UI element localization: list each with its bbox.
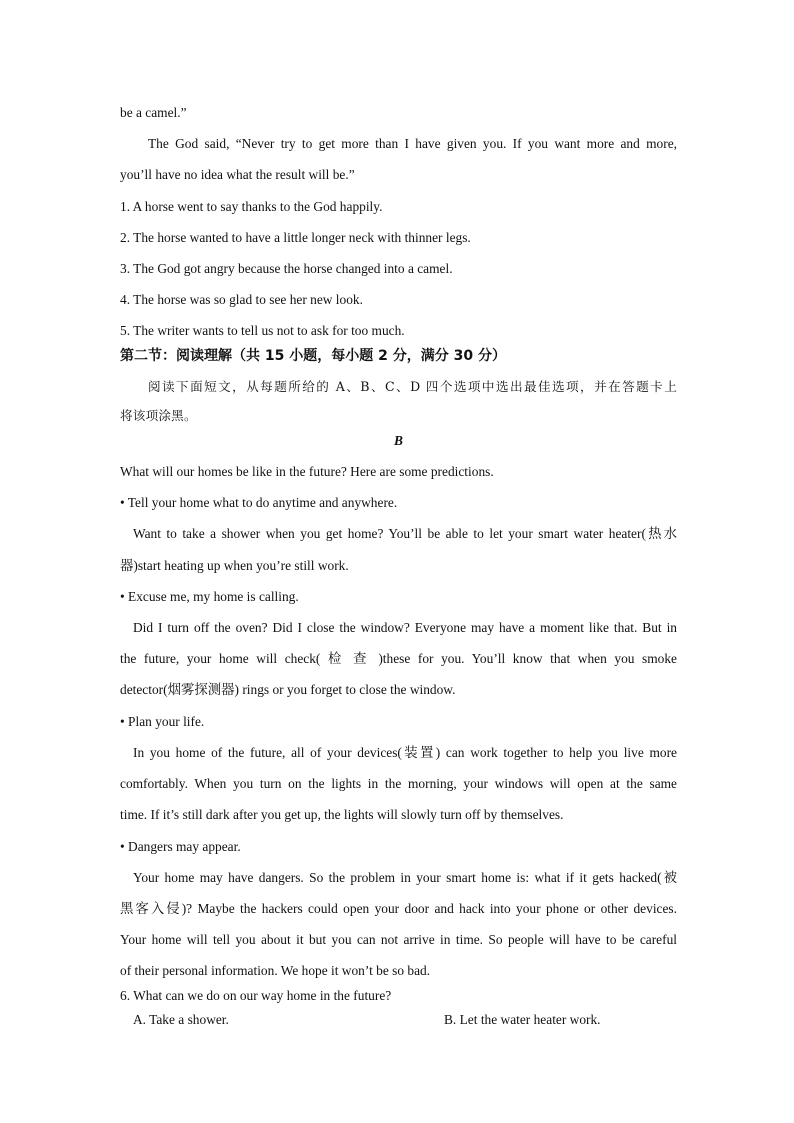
story-end-line: be a camel.” — [120, 105, 187, 120]
statement-1: 1. A horse went to say thanks to the God happily. — [120, 199, 383, 214]
paragraph-1-line-1: Want to take a shower when you get home? You’ll be able to let your smart water heater(热水 — [133, 526, 677, 541]
statement-4: 4. The horse was so glad to see her new look. — [120, 292, 363, 307]
god-quote-line-1: The God said, “Never try to get more than I have given you. If you want more and more, — [148, 136, 677, 151]
paragraph-3-line-3: time. If it’s still dark after you get up, the lights will slowly turn off by themselves. — [120, 807, 564, 822]
paragraph-3-line-2: comfortably. When you turn on the lights in the morning, your windows will open at the same — [120, 776, 677, 791]
instruction-line-1: 阅读下面短文，从每题所给的 A、B、C、D 四个选项中选出最佳选项，并在答题卡上 — [148, 379, 677, 394]
paragraph-1-line-2: 器)start heating up when you’re still work. — [120, 558, 349, 573]
paragraph-4-line-4: of their personal information. We hope it won’t be so bad. — [120, 963, 431, 978]
question-6-option-a: A. Take a shower. — [133, 1012, 229, 1027]
question-6-stem: 6. What can we do on our way home in the future? — [120, 988, 392, 1003]
bullet-heading-3: • Plan your life. — [120, 714, 205, 729]
paragraph-2-line-1: Did I turn off the oven? Did I close the window? Everyone may have a moment like that. But in — [133, 620, 677, 635]
bullet-heading-1: • Tell your home what to do anytime and anywhere. — [120, 495, 398, 510]
paragraph-2-line-2: the future, your home will check( 检 查 )these for you. You’ll know that when you smoke — [120, 651, 677, 666]
paragraph-2-line-3: detector(烟雾探测器) rings or you forget to close the window. — [120, 682, 456, 697]
passage-intro: What will our homes be like in the future? Here are some predictions. — [120, 464, 494, 479]
statement-2: 2. The horse wanted to have a little longer neck with thinner legs. — [120, 230, 471, 245]
section-heading: 第二节：阅读理解（共 15 小题，每小题 2 分，满分 30 分） — [120, 348, 506, 364]
bullet-heading-2: • Excuse me, my home is calling. — [120, 589, 299, 604]
instruction-line-2: 将该项涂黑。 — [120, 408, 197, 423]
god-quote-line-2: you’ll have no idea what the result will be.” — [120, 167, 355, 182]
paragraph-4-line-3: Your home will tell you about it but you can not arrive in time. So people will have to be careful — [120, 932, 677, 947]
question-6-option-b: B. Let the water heater work. — [444, 1012, 601, 1027]
passage-label: B — [394, 433, 403, 448]
paragraph-3-line-1: In you home of the future, all of your devices(装置) can work together to help you live more — [133, 745, 677, 760]
statement-3: 3. The God got angry because the horse changed into a camel. — [120, 261, 453, 276]
bullet-heading-4: • Dangers may appear. — [120, 839, 241, 854]
paragraph-4-line-1: Your home may have dangers. So the problem in your smart home is: what if it gets hacked(被 — [133, 870, 677, 885]
paragraph-4-line-2: 黑客入侵)? Maybe the hackers could open your door and hack into your phone or other devices. — [120, 901, 677, 916]
statement-5: 5. The writer wants to tell us not to ask for too much. — [120, 323, 405, 338]
